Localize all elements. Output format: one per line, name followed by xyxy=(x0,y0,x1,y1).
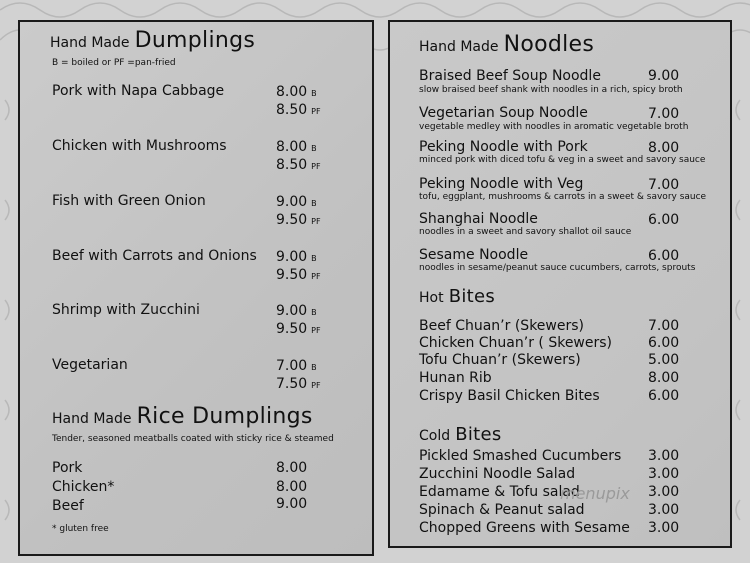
noodle-description: minced pork with diced tofu & veg in a sweet and savory sauce xyxy=(419,155,706,165)
cold-bite-price: 3.00 xyxy=(648,502,680,518)
rice-dumpling-item-name: Beef xyxy=(52,498,84,514)
noodles-title: Noodles xyxy=(503,32,595,57)
dumpling-price-panfried: 7.50 PF xyxy=(276,376,321,392)
noodle-price: 8.00 xyxy=(648,140,680,156)
rice-dumpling-price: 8.00 xyxy=(276,479,308,495)
dumpling-item-name: Pork with Napa Cabbage xyxy=(52,83,225,99)
hot-bite-price: 8.00 xyxy=(648,370,680,386)
dumpling-item-name: Fish with Green Onion xyxy=(52,193,206,209)
dumpling-item-name: Shrimp with Zucchini xyxy=(52,302,200,318)
noodle-item-name: Braised Beef Soup Noodle xyxy=(419,68,601,84)
dumpling-price-boiled: 9.00 B xyxy=(276,249,317,265)
dumplings-header xyxy=(50,28,255,53)
dumpling-price-panfried: 9.50 PF xyxy=(276,212,321,228)
noodle-description: vegetable medley with noodles in aromatic vegetable broth xyxy=(419,122,689,132)
cold-bite-item-name: Chopped Greens with Sesame xyxy=(419,520,630,536)
hot-bites-header xyxy=(419,286,495,307)
noodle-price: 6.00 xyxy=(648,212,680,228)
dumpling-price-panfried: 9.50 PF xyxy=(276,267,321,283)
noodle-description: noodles in a sweet and savory shallot oil sauce xyxy=(419,227,632,237)
noodle-description: tofu, eggplant, mushrooms & carrots in a sweet & savory sauce xyxy=(419,192,707,202)
hot-bites-title: Bites xyxy=(448,286,496,307)
cold-bite-price: 3.00 xyxy=(648,484,680,500)
dumpling-item-name: Beef with Carrots and Onions xyxy=(52,248,257,264)
dumplings-prefix: Hand Made xyxy=(50,35,130,51)
dumplings-title: Dumplings xyxy=(134,28,256,53)
rice-dumplings-description: Tender, seasoned meatballs coated with sticky rice & steamed xyxy=(52,434,334,444)
cold-bites-prefix: Cold xyxy=(419,428,451,444)
dumpling-price-boiled: 9.00 B xyxy=(276,303,317,319)
dumpling-price-panfried: 8.50 PF xyxy=(276,102,321,118)
dumpling-price-boiled: 9.00 B xyxy=(276,194,317,210)
hot-bite-item-name: Tofu Chuan’r (Skewers) xyxy=(419,352,581,368)
noodle-item-name: Peking Noodle with Pork xyxy=(419,139,588,155)
hot-bite-price: 5.00 xyxy=(648,352,680,368)
dumpling-price-boiled: 7.00 B xyxy=(276,358,317,374)
noodle-price: 7.00 xyxy=(648,106,680,122)
cooking-method-note: B = boiled or PF =pan-fried xyxy=(52,58,176,68)
cold-bite-price: 3.00 xyxy=(648,466,680,482)
dumpling-price-boiled: 8.00 B xyxy=(276,139,317,155)
noodles-menu-panel xyxy=(388,20,732,548)
rice-dumplings-prefix: Hand Made xyxy=(52,411,132,427)
noodle-price: 7.00 xyxy=(648,177,680,193)
cold-bite-item-name: Spinach & Peanut salad xyxy=(419,502,585,518)
cold-bite-item-name: Edamame & Tofu salad xyxy=(419,484,580,500)
gluten-free-footnote: * gluten free xyxy=(52,524,109,534)
dumpling-item-name: Chicken with Mushrooms xyxy=(52,138,227,154)
hot-bite-item-name: Crispy Basil Chicken Bites xyxy=(419,388,600,404)
hot-bite-item-name: Chicken Chuan’r ( Skewers) xyxy=(419,335,613,351)
noodle-price: 6.00 xyxy=(648,248,680,264)
rice-dumpling-item-name: Chicken* xyxy=(52,479,115,495)
hot-bite-item-name: Hunan Rib xyxy=(419,370,492,386)
cold-bites-header xyxy=(419,424,502,445)
dumplings-menu-panel xyxy=(18,20,374,556)
cold-bite-price: 3.00 xyxy=(648,520,680,536)
dumpling-item-name: Vegetarian xyxy=(52,357,128,373)
hot-bite-price: 6.00 xyxy=(648,388,680,404)
cold-bites-title: Bites xyxy=(455,424,502,445)
hot-bite-price: 7.00 xyxy=(648,318,680,334)
noodle-item-name: Sesame Noodle xyxy=(419,247,529,263)
hot-bite-price: 6.00 xyxy=(648,335,680,351)
rice-dumplings-title: Rice Dumplings xyxy=(136,404,313,429)
rice-dumpling-price: 8.00 xyxy=(276,460,308,476)
menupix-watermark: menupix xyxy=(560,484,630,503)
noodle-item-name: Peking Noodle with Veg xyxy=(419,176,584,192)
noodle-item-name: Vegetarian Soup Noodle xyxy=(419,105,588,121)
noodle-description: slow braised beef shank with noodles in a rich, spicy broth xyxy=(419,85,683,95)
hot-bites-prefix: Hot xyxy=(419,290,444,306)
noodle-price: 9.00 xyxy=(648,68,680,84)
dumpling-price-boiled: 8.00 B xyxy=(276,84,317,100)
cold-bite-item-name: Pickled Smashed Cucumbers xyxy=(419,448,622,464)
rice-dumpling-item-name: Pork xyxy=(52,460,83,476)
rice-dumplings-header xyxy=(52,404,313,429)
cold-bite-price: 3.00 xyxy=(648,448,680,464)
hot-bite-item-name: Beef Chuan’r (Skewers) xyxy=(419,318,584,334)
rice-dumpling-price: 9.00 xyxy=(276,496,308,512)
noodle-description: noodles in sesame/peanut sauce cucumbers, carrots, sprouts xyxy=(419,263,696,273)
cold-bite-item-name: Zucchini Noodle Salad xyxy=(419,466,576,482)
dumpling-price-panfried: 8.50 PF xyxy=(276,157,321,173)
noodles-prefix: Hand Made xyxy=(419,39,499,55)
dumpling-price-panfried: 9.50 PF xyxy=(276,321,321,337)
noodle-item-name: Shanghai Noodle xyxy=(419,211,538,227)
noodles-header xyxy=(419,32,594,57)
